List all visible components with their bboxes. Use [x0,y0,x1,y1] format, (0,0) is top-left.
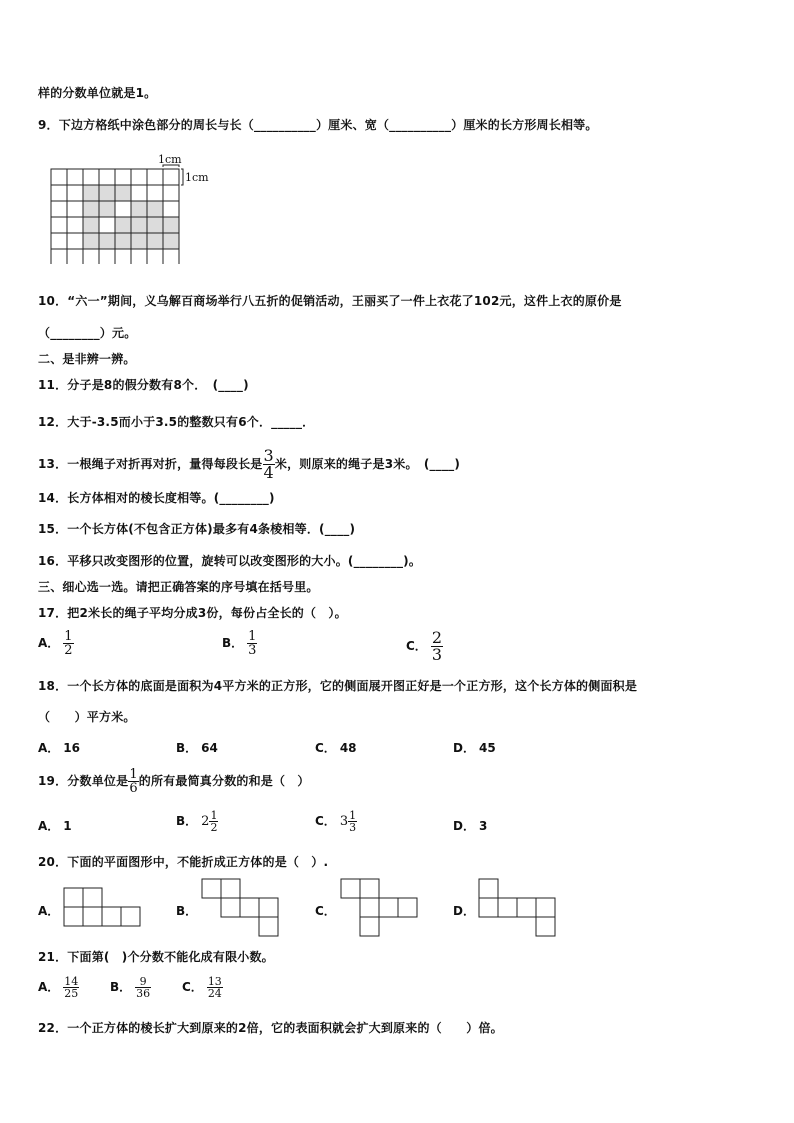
q17-option-c[interactable] [406,630,443,663]
option-label: D． [453,819,475,833]
question-19-suffix: 的所有最简真分数的和是（ ） [138,774,310,788]
option-label: A． [38,741,60,755]
q20-net-a[interactable] [62,886,142,928]
option-value: 16 [63,741,80,755]
fraction-denominator: 2 [64,643,73,658]
question-18-blank: （ ）平方米。 [38,710,136,724]
fraction-denominator: 2 [210,821,218,834]
fraction-one-sixth [128,768,138,795]
option-label: A． [38,819,60,833]
option-label: B． [110,980,132,994]
q17-option-b[interactable] [222,630,257,657]
grid-label-right: 1cm [185,171,209,184]
text-line-continuation: 样的分数单位就是1。 [38,86,157,100]
fraction-numerator: 9 [135,976,151,988]
fraction-denominator: 36 [136,987,151,1000]
question-13-prefix: 13．一根绳子对折再对折，量得每段长是 [38,457,263,471]
fraction-numerator: 1 [349,809,357,822]
grid-label-top: 1cm [158,153,182,166]
fraction-numerator: 1 [129,767,138,782]
fraction-numerator: 3 [263,446,274,465]
q20-net-d[interactable] [477,877,557,937]
question-19-prefix: 19．分数单位是 [38,774,129,788]
option-fraction [209,810,218,833]
question-16: 16．平移只改变图形的位置，旋转可以改变图形的大小。(________)。 [38,554,422,568]
option-fraction [63,976,79,999]
option-label: A． [38,636,60,650]
question-10: 10．“六一”期间，义乌解百商场举行八五折的促销活动，王丽买了一件上衣花了102元，这件上衣的原价是 [38,294,622,308]
option-label: A． [38,904,60,918]
option-label: B． [176,904,198,918]
fraction-numerator: 1 [248,629,257,644]
grid-figure [44,152,224,264]
option-value: 64 [201,741,218,755]
q19-option-c[interactable] [315,810,357,833]
fraction-denominator: 25 [64,987,79,1000]
q20-option-a[interactable] [38,902,63,919]
fraction-three-quarters [263,448,275,481]
option-label: A． [38,980,60,994]
section-heading-2: 二、是非辨一辨。 [38,352,136,366]
option-label: D． [453,904,475,918]
fraction-denominator: 3 [431,645,442,664]
question-21: 21．下面第( )个分数不能化成有限小数。 [38,950,274,964]
option-label: D． [453,741,475,755]
question-14: 14．长方体相对的棱长度相等。(________) [38,491,275,505]
option-value: 1 [63,819,72,833]
q18-option-d[interactable] [453,739,496,756]
scale-markers [163,165,183,185]
option-fraction [348,810,357,833]
option-fraction [63,630,73,657]
option-label: C． [315,904,336,918]
fraction-numerator: 2 [431,628,442,647]
mixed-number-whole: 3 [339,814,349,829]
fraction-denominator: 3 [248,643,257,658]
question-20: 20．下面的平面图形中，不能折成正方体的是（ ）. [38,855,329,869]
q18-option-a[interactable] [38,739,80,756]
question-18: 18．一个长方体的底面是面积为4平方米的正方形，它的侧面展开图正好是一个正方形，这个长方体的侧面积是 [38,679,638,693]
option-fraction [135,976,151,999]
fraction-denominator: 6 [129,781,138,796]
q17-option-a[interactable] [38,630,74,657]
q21-option-b[interactable] [110,976,151,999]
q20-option-d[interactable] [453,902,479,919]
question-9: 9．下边方格纸中涂色部分的周长与长（__________）厘米、宽（__________）厘米的长方形周长相等。 [38,118,598,132]
option-fraction [207,976,223,999]
question-19 [38,768,310,795]
q20-net-c[interactable] [339,877,419,937]
option-label: C． [406,639,427,653]
question-13-suffix: 米，则原来的绳子是3米。 (____) [274,457,461,471]
q19-option-a[interactable] [38,817,72,834]
q18-option-b[interactable] [176,739,218,756]
option-fraction [431,630,443,663]
option-label: C． [315,741,336,755]
question-12: 12．大于-3.5而小于3.5的整数只有6个．_____． [38,415,315,429]
q19-option-d[interactable] [453,817,487,834]
option-value: 48 [339,741,357,755]
fraction-numerator: 14 [64,975,79,988]
q18-option-c[interactable] [315,739,357,756]
q21-option-a[interactable] [38,976,79,999]
section-heading-3: 三、细心选一选。请把正确答案的序号填在括号里。 [38,580,319,594]
option-fraction [247,630,257,657]
option-label: B． [222,636,244,650]
fraction-numerator: 1 [210,809,218,822]
fraction-numerator: 1 [64,629,73,644]
fraction-denominator: 4 [263,463,274,482]
mixed-number-whole: 2 [201,814,210,829]
grid-lines [51,169,179,264]
q21-option-c[interactable] [182,976,223,999]
q19-option-b[interactable] [176,810,218,833]
fraction-denominator: 24 [207,987,222,1000]
question-10-blank: （________）元。 [38,326,137,340]
option-value: 45 [478,741,496,755]
option-label: B． [176,814,198,828]
q20-option-c[interactable] [315,902,340,919]
question-15: 15．一个长方体(不包含正方体)最多有4条棱相等．(____) [38,522,356,536]
fraction-numerator: 13 [207,975,222,988]
question-13 [38,448,460,481]
option-label: C． [315,814,336,828]
q20-net-b[interactable] [200,877,280,937]
fraction-denominator: 3 [349,821,357,834]
question-11: 11．分子是8的假分数有8个． (____) [38,378,249,392]
q20-option-b[interactable] [176,902,201,919]
option-value: 3 [478,819,488,833]
option-label: C． [182,980,203,994]
question-17: 17．把2米长的绳子平均分成3份，每份占全长的（ ）。 [38,606,347,620]
question-22: 22．一个正方体的棱长扩大到原来的2倍，它的表面积就会扩大到原来的（ ）倍。 [38,1021,503,1035]
option-label: B． [176,741,198,755]
